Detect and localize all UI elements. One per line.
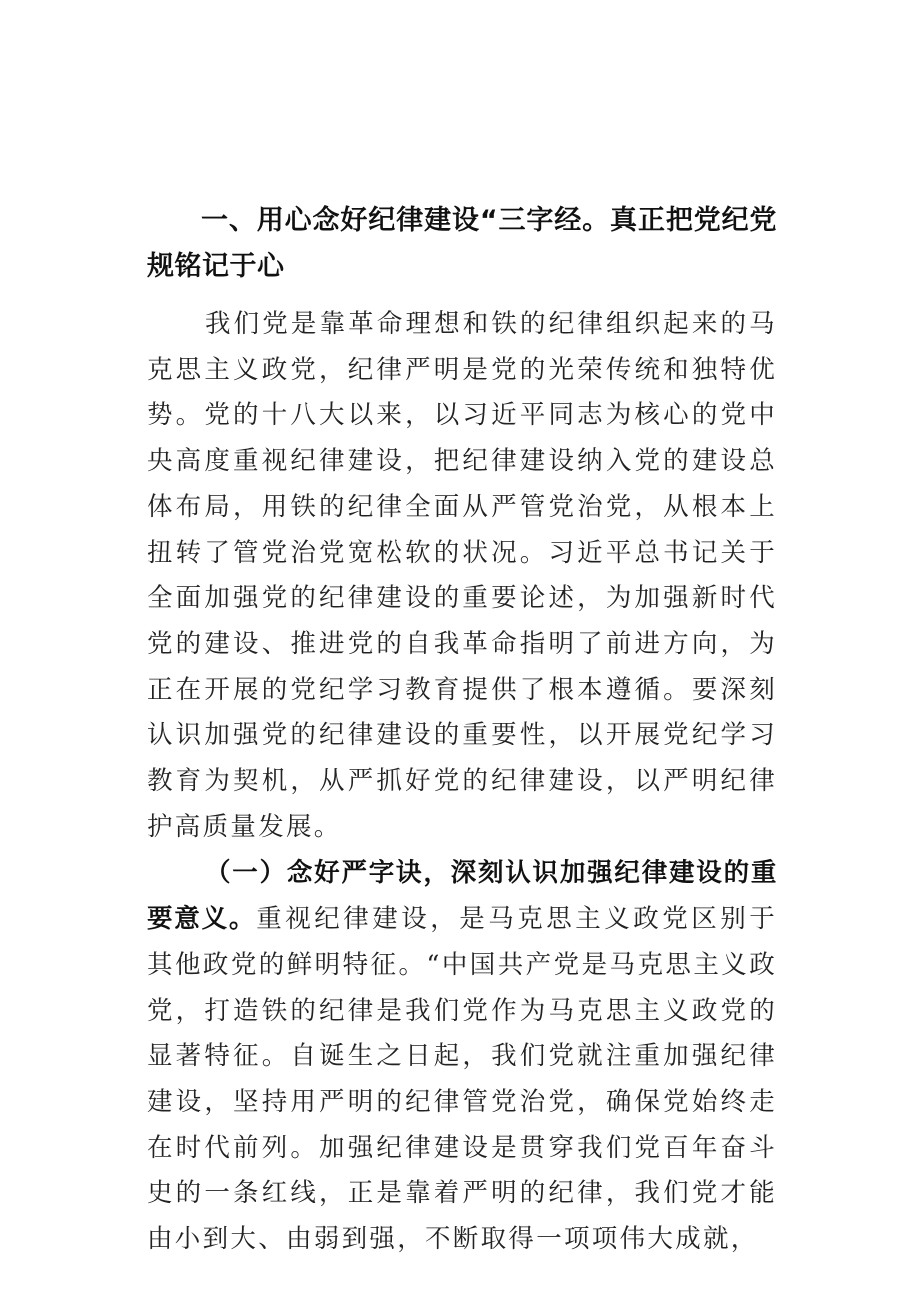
paragraph-text: 重视纪律建设，是马克思主义政党区别于其他政党的鲜明特征。“中国共产党是马克思主义政党，打造铁的纪律是我们党作为马克思主义政党的显著特征。自诞生之日起，我们党就注重加强纪律建设，坚持用严明的纪律管党治党，确保党始终走在时代前列。加强纪律建设是贯穿我们党百年奋斗史的一条红线，正是靠着严明的纪律，我们党才能由小到大、由弱到强，不断取得一项项伟大成就， [147, 904, 777, 1255]
section-heading: 一、用心念好纪律建设“三字经。真正把党纪党规铭记于心 [147, 205, 777, 282]
subsection-heading: （一）念好严字诀，深刻认识加强纪律建设的重要意义。 [147, 858, 777, 935]
body-paragraph [147, 851, 777, 1262]
document-body [147, 198, 777, 1263]
body-paragraph: 我们党是靠革命理想和铁的纪律组织起来的马克思主义政党，纪律严明是党的光荣传统和独特优势。党的十八大以来，以习近平同志为核心的党中央高度重视纪律建设，把纪律建设纳入党的建设总体布局，用铁的纪律全面从严管党治党，从根本上扭转了管党治党宽松软的状况。习近平总书记关于全面加强党的纪律建设的重要论述，为加强新时代党的建设、推进党的自我革命指明了前进方向，为正在开展的党纪学习教育提供了根本遵循。要深刻认识加强党的纪律建设的重要性，以开展党纪学习教育为契机，从严抓好党的纪律建设，以严明纪律护高质量发展。 [147, 309, 777, 842]
